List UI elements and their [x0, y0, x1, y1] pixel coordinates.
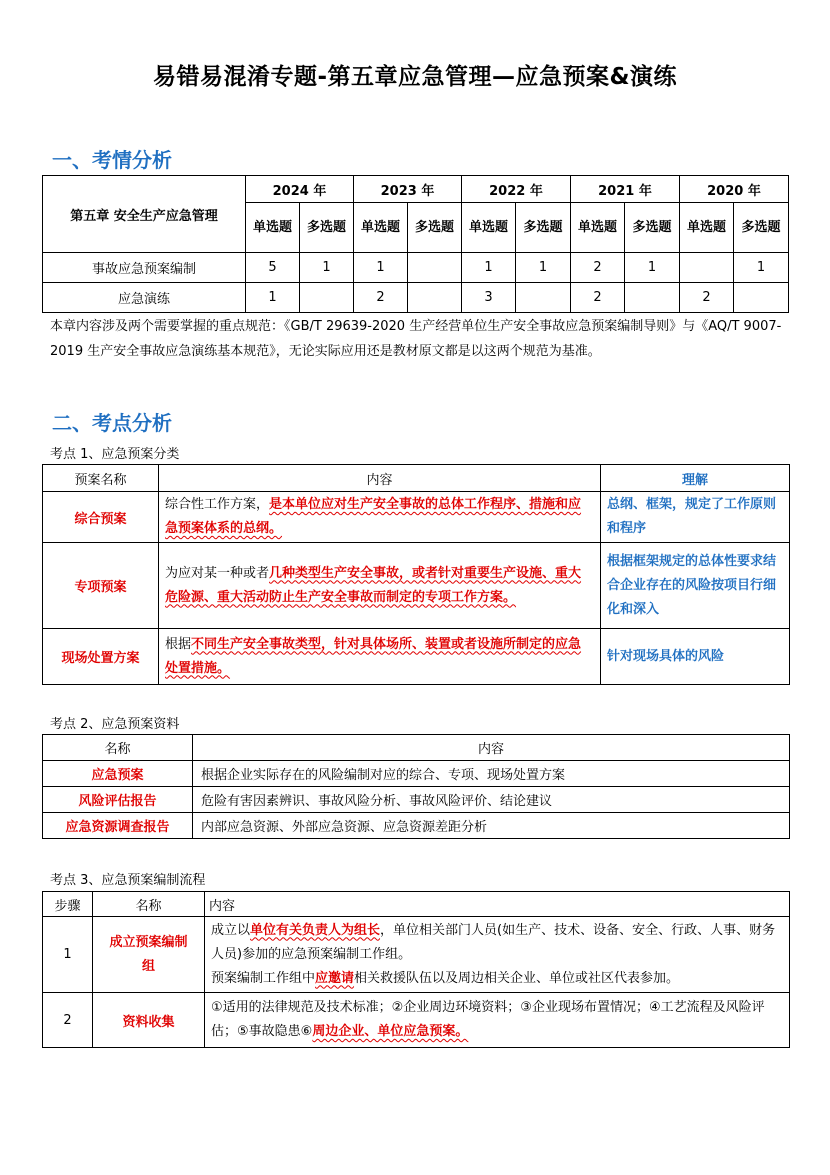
year-header: 2024 年 [246, 176, 354, 203]
table-row [43, 761, 790, 787]
section-heading-keypoints: 二、考点分析 [52, 411, 172, 435]
table-cell: 5 [246, 253, 300, 283]
content-text: 综合性工作方案， [165, 497, 270, 512]
table-cell: 2 [354, 283, 408, 313]
table-cell [734, 283, 789, 313]
material-name: 应急预案 [43, 761, 193, 787]
plan-name: 专项预案 [43, 543, 159, 629]
single-choice-header: 单选题 [246, 203, 300, 253]
plan-content [159, 629, 601, 685]
multi-choice-header: 多选题 [625, 203, 680, 253]
step-number: 2 [43, 993, 93, 1048]
table-cell: 1 [462, 253, 516, 283]
multi-choice-header: 多选题 [516, 203, 571, 253]
multi-choice-header: 多选题 [408, 203, 462, 253]
year-header: 2020 年 [680, 176, 789, 203]
plan-classification-table [42, 464, 790, 685]
content-text: 相关救援队伍以及周边相关企业、单位或社区代表参加。 [354, 970, 680, 986]
step-name: 成立预案编制组 [93, 917, 205, 993]
step-name: 资料收集 [93, 993, 205, 1048]
material-content: 危险有害因素辨识、事故风险分析、事故风险评价、结论建议 [193, 787, 790, 813]
row-label: 应急演练 [43, 283, 246, 313]
table-cell: 1 [516, 253, 571, 283]
multi-choice-header: 多选题 [734, 203, 789, 253]
kp2-caption: 考点 2、应急预案资料 [50, 717, 180, 732]
table-row [43, 283, 789, 313]
single-choice-header: 单选题 [354, 203, 408, 253]
page-title: 易错易混淆专题-第五章应急管理—应急预案&演练 [152, 64, 678, 90]
plan-understanding: 总纲、框架，规定了工作原则和程序 [601, 492, 790, 543]
material-name: 风险评估报告 [43, 787, 193, 813]
col-header: 内容 [159, 465, 601, 492]
material-content: 根据企业实际存在的风险编制对应的综合、专项、现场处置方案 [193, 761, 790, 787]
row-label: 事故应急预案编制 [43, 253, 246, 283]
table-row [43, 813, 790, 839]
material-content: 内部应急资源、外部应急资源、应急资源差距分析 [193, 813, 790, 839]
table-cell [408, 283, 462, 313]
table-cell: 1 [246, 283, 300, 313]
content-highlight: 是本单位应对生产安全事故的总体工作程序、措施和应急预案体系的总纲。 [165, 497, 582, 536]
table-cell: 1 [734, 253, 789, 283]
content-text: 成立以 [211, 922, 251, 938]
table-cell: 2 [571, 283, 625, 313]
content-highlight: 几种类型生产安全事故，或者针对重要生产设施、重大危险源、重大活动防止生产安全事故而制定的专项工作方案。 [165, 565, 582, 605]
standards-note: 本章内容涉及两个需要掌握的重点规范：《GB/T 29639-2020 生产经营单位生产安全事故应急预案编制导则》与《AQ/T 9007-2019 生产安全事故应急演练基本规范》，无论实际应用还是教材原文都是以这两个规范为基准。 [50, 319, 782, 359]
table-cell [625, 283, 680, 313]
plan-content [159, 492, 601, 543]
col-header: 名称 [43, 735, 193, 761]
plan-understanding: 根据框架规定的总体性要求结合企业存在的风险按项目行细化和深入 [601, 543, 790, 629]
kp1-caption: 考点 1、应急预案分类 [50, 447, 180, 462]
step-number: 1 [43, 917, 93, 993]
table-cell [680, 253, 734, 283]
table-cell [408, 253, 462, 283]
table-cell: 1 [625, 253, 680, 283]
table-row [43, 253, 789, 283]
table-row [43, 993, 790, 1048]
plan-process-table [42, 891, 790, 1048]
single-choice-header: 单选题 [571, 203, 625, 253]
content-text: ①适用的法律规范及技术标准；②企业周边环境资料；③企业现场布置情况；④工艺流程及风险评估；⑤事故隐患⑥ [211, 1000, 765, 1039]
table-cell: 2 [571, 253, 625, 283]
table-row [43, 917, 790, 993]
kp3-caption: 考点 3、应急预案编制流程 [50, 873, 206, 888]
table-cell: 1 [300, 253, 354, 283]
col-header: 步骤 [43, 892, 93, 917]
content-text: ，单位相关部门人员(如生产、技术、设备、安全、行政、人事、财务人员)参加的应急预案编制工作组。 [211, 922, 776, 962]
col-header: 名称 [93, 892, 205, 917]
plan-understanding: 针对现场具体的风险 [601, 629, 790, 685]
table-row-header: 第五章 安全生产应急管理 [43, 176, 246, 253]
plan-content [159, 543, 601, 629]
year-header: 2021 年 [571, 176, 680, 203]
year-header: 2023 年 [354, 176, 462, 203]
table-cell: 1 [354, 253, 408, 283]
single-choice-header: 单选题 [462, 203, 516, 253]
plan-materials-table [42, 734, 790, 839]
step-content [205, 917, 790, 993]
plan-name: 综合预案 [43, 492, 159, 543]
table-row [43, 492, 790, 543]
step-content [205, 993, 790, 1048]
year-header: 2022 年 [462, 176, 571, 203]
col-header: 内容 [205, 892, 790, 917]
table-cell [300, 283, 354, 313]
table-row [43, 787, 790, 813]
multi-choice-header: 多选题 [300, 203, 354, 253]
content-highlight: 周边企业、单位应急预案。 [312, 1024, 469, 1039]
table-cell [516, 283, 571, 313]
material-name: 应急资源调查报告 [43, 813, 193, 839]
col-header: 理解 [601, 465, 790, 492]
table-row [43, 629, 790, 685]
content-text: 为应对某一种或者 [165, 565, 270, 581]
content-text: 根据 [165, 636, 192, 652]
exam-stats-table [42, 175, 789, 313]
table-row [43, 543, 790, 629]
table-cell: 2 [680, 283, 734, 313]
content-highlight: 不同生产安全事故类型，针对具体场所、装置或者设施所制定的应急处置措施。 [165, 636, 582, 676]
content-highlight: 单位有关负责人为组长 [250, 922, 381, 938]
table-cell: 3 [462, 283, 516, 313]
content-text: 预案编制工作组中 [211, 970, 316, 986]
col-header: 内容 [193, 735, 790, 761]
plan-name: 现场处置方案 [43, 629, 159, 685]
section-heading-analysis: 一、考情分析 [52, 148, 172, 172]
content-highlight: 应邀请 [315, 970, 355, 986]
single-choice-header: 单选题 [680, 203, 734, 253]
col-header: 预案名称 [43, 465, 159, 492]
